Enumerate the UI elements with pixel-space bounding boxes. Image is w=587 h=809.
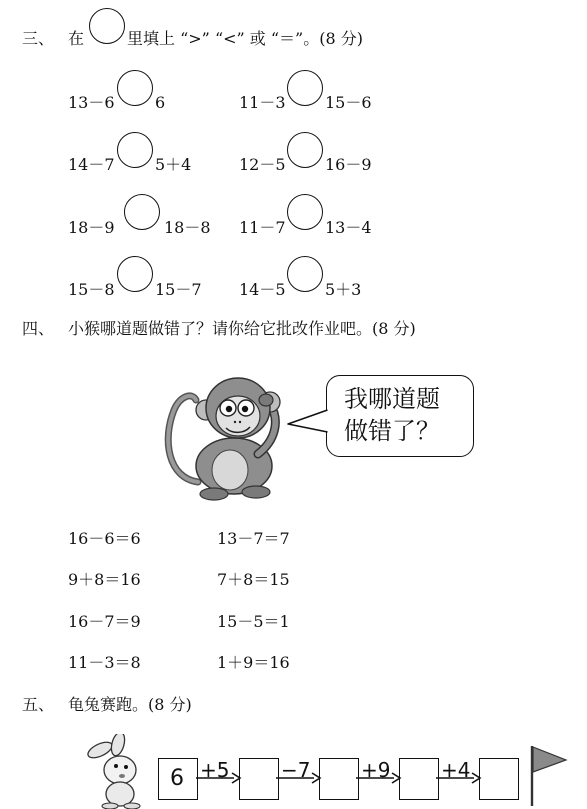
- compare-2-right: 15－6: [325, 93, 372, 112]
- compare-6-left: 11－7: [239, 218, 286, 237]
- equation-1: 16－6＝6: [68, 529, 141, 548]
- section-3-instruction-post: 里填上 “>” “<” 或 “＝”。(8 分): [127, 29, 363, 48]
- compare-6-right: 13－4: [325, 218, 372, 237]
- compare-7-right: 15－7: [155, 280, 202, 299]
- equation-7: 11－3＝8: [68, 653, 141, 672]
- compare-4-right: 16－9: [325, 155, 372, 174]
- example-circle-icon: [89, 8, 125, 44]
- step-label-4: +4: [441, 758, 471, 782]
- equation-3: 9＋8＝16: [68, 570, 141, 589]
- monkey-illustration: [162, 370, 288, 502]
- compare-5-right: 18－8: [164, 218, 211, 237]
- speech-bubble-text: [344, 383, 464, 447]
- race-box-2[interactable]: [319, 758, 359, 800]
- speech-bubble-tail-icon: [286, 408, 330, 438]
- compare-3-answer-circle[interactable]: [117, 132, 153, 168]
- compare-5-left: 18－9: [68, 218, 115, 237]
- compare-5-answer-circle[interactable]: [124, 194, 160, 230]
- compare-8-answer-circle[interactable]: [287, 256, 323, 292]
- equation-5: 16－7＝9: [68, 612, 141, 631]
- equation-2: 13－7＝7: [217, 529, 290, 548]
- race-box-start-value: 6: [170, 766, 184, 791]
- compare-6-answer-circle[interactable]: [287, 194, 323, 230]
- compare-3-left: 14－7: [68, 155, 115, 174]
- compare-4-answer-circle[interactable]: [287, 132, 323, 168]
- speech-bubble-line-1: 我哪道题: [344, 385, 440, 413]
- step-label-1: +5: [200, 758, 230, 782]
- compare-3-right: 5＋4: [155, 155, 192, 174]
- compare-8-right: 5＋3: [325, 280, 362, 299]
- compare-7-left: 15－8: [68, 280, 115, 299]
- section-3-number: 三、: [22, 29, 55, 48]
- equation-6: 15－5＝1: [217, 612, 290, 631]
- step-label-3: +9: [361, 758, 391, 782]
- section-4-instruction: 小猴哪道题做错了？请你给它批改作业吧。(8 分): [68, 319, 416, 338]
- equation-8: 1＋9＝16: [217, 653, 290, 672]
- compare-4-left: 12－5: [239, 155, 286, 174]
- section-4-number: 四、: [22, 319, 55, 338]
- speech-bubble-line-2: 做错了？: [344, 417, 440, 445]
- compare-1-left: 13－6: [68, 93, 115, 112]
- race-box-1[interactable]: [239, 758, 279, 800]
- equation-4: 7＋8＝15: [217, 570, 290, 589]
- compare-2-left: 11－3: [239, 93, 286, 112]
- race-box-3[interactable]: [399, 758, 439, 800]
- compare-7-answer-circle[interactable]: [117, 256, 153, 292]
- compare-1-answer-circle[interactable]: [117, 70, 153, 106]
- compare-8-left: 14－5: [239, 280, 286, 299]
- race-box-4[interactable]: [479, 758, 519, 800]
- rabbit-illustration: [84, 734, 150, 809]
- compare-1-right: 6: [155, 93, 166, 112]
- section-5-number: 五、: [22, 695, 55, 714]
- compare-2-answer-circle[interactable]: [287, 70, 323, 106]
- finish-flag-icon: [528, 744, 570, 808]
- section-3-instruction-pre: 在: [68, 29, 85, 48]
- step-label-2: −7: [281, 758, 311, 782]
- section-5-instruction: 龟兔赛跑。(8 分): [68, 695, 192, 714]
